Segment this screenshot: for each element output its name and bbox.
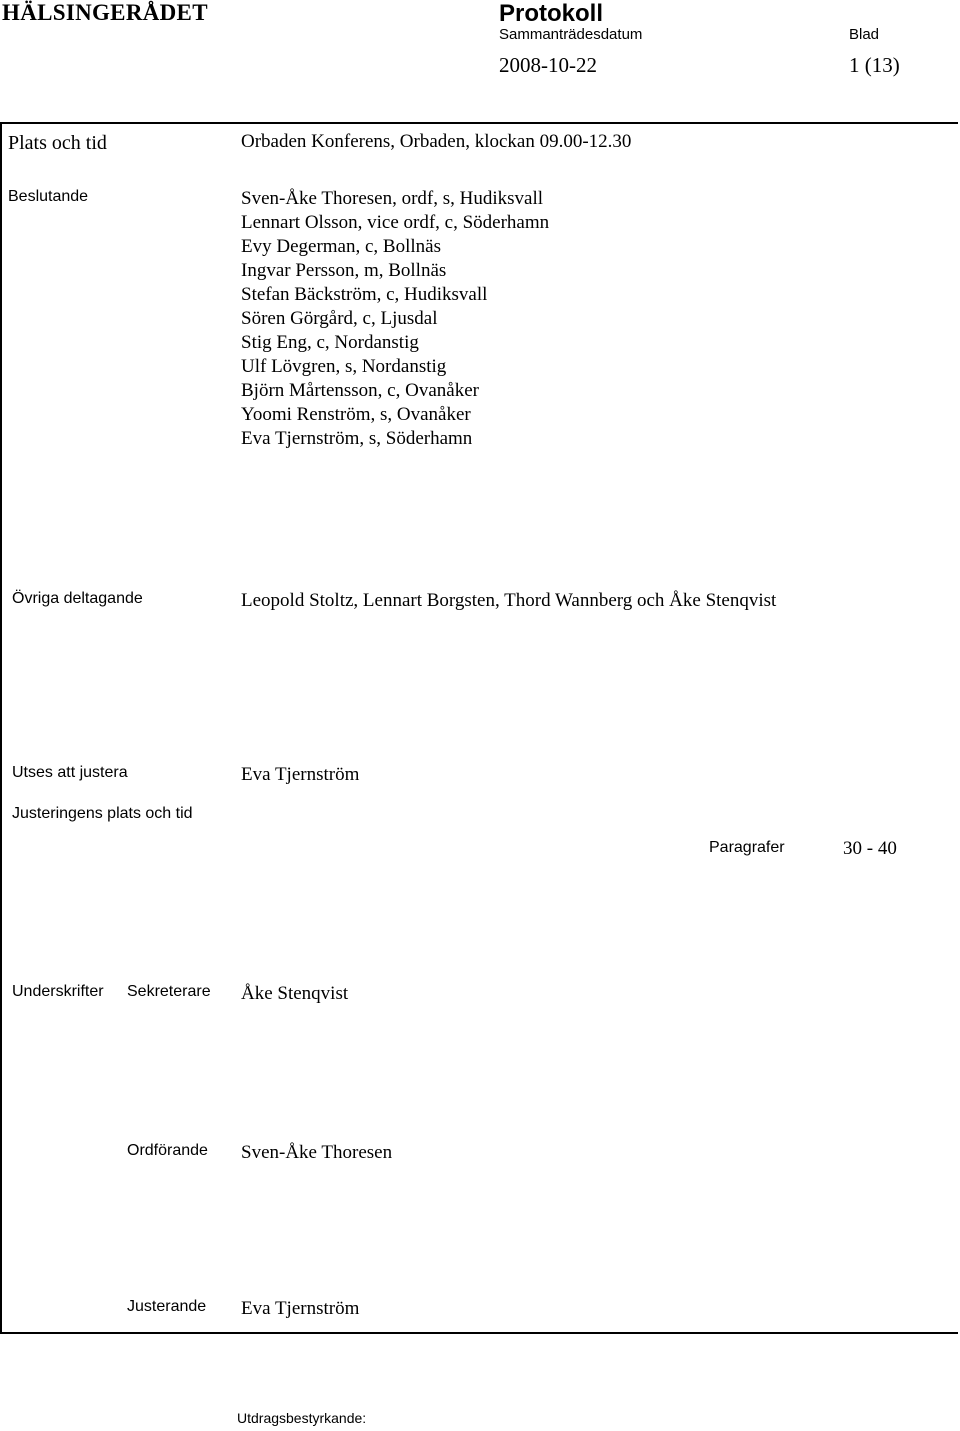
member-item: Ingvar Persson, m, Bollnäs (241, 260, 447, 281)
member-item: Yoomi Renström, s, Ovanåker (241, 404, 471, 425)
adjuster-name: Eva Tjernström (241, 1298, 360, 1319)
other-participants-label: Övriga deltagande (12, 590, 143, 607)
member-item: Ulf Lövgren, s, Nordanstig (241, 356, 447, 377)
appointed-checker-value: Eva Tjernström (241, 764, 360, 785)
paragraphs-value: 30 - 40 (843, 838, 897, 859)
member-item: Stig Eng, c, Nordanstig (241, 332, 419, 353)
top-rule (0, 122, 958, 124)
place-time-value: Orbaden Konferens, Orbaden, klockan 09.00-12.30 (241, 131, 632, 152)
member-item: Sören Görgård, c, Ljusdal (241, 308, 438, 329)
member-item: Stefan Bäckström, c, Hudiksvall (241, 284, 488, 305)
place-time-label: Plats och tid (8, 132, 107, 154)
member-item: Eva Tjernström, s, Söderhamn (241, 428, 473, 449)
checking-place-time-label: Justeringens plats och tid (12, 805, 193, 822)
signatures-label: Underskrifter (12, 983, 104, 1000)
member-item: Lennart Olsson, vice ordf, c, Söderhamn (241, 212, 550, 233)
meeting-date: 2008-10-22 (499, 53, 597, 77)
bottom-rule (0, 1332, 958, 1334)
other-participants-value: Leopold Stoltz, Lennart Borgsten, Thord Wannberg och Åke Stenqvist (241, 590, 777, 611)
deciding-label: Beslutande (8, 188, 89, 205)
extract-certification-label: Utdragsbestyrkande: (237, 1410, 367, 1426)
deciding-members-list (241, 187, 549, 451)
sheet-number: 1 (13) (849, 53, 900, 77)
member-item: Björn Mårtensson, c, Ovanåker (241, 380, 479, 401)
member-item: Evy Degerman, c, Bollnäs (241, 236, 441, 257)
chair-label: Ordförande (127, 1142, 208, 1159)
paragraphs-label: Paragrafer (709, 839, 785, 856)
left-rule (0, 122, 2, 1334)
meeting-date-label: Sammanträdesdatum (499, 26, 643, 43)
secretary-label: Sekreterare (127, 983, 211, 1000)
document-title: Protokoll (499, 0, 604, 27)
organization-name: HÄLSINGERÅDET (2, 0, 208, 25)
adjuster-label: Justerande (127, 1298, 207, 1315)
appointed-checker-label: Utses att justera (12, 764, 128, 781)
member-item: Sven-Åke Thoresen, ordf, s, Hudiksvall (241, 188, 544, 209)
sheet-label: Blad (849, 26, 880, 43)
chair-name: Sven-Åke Thoresen (241, 1142, 393, 1163)
secretary-name: Åke Stenqvist (241, 983, 349, 1004)
